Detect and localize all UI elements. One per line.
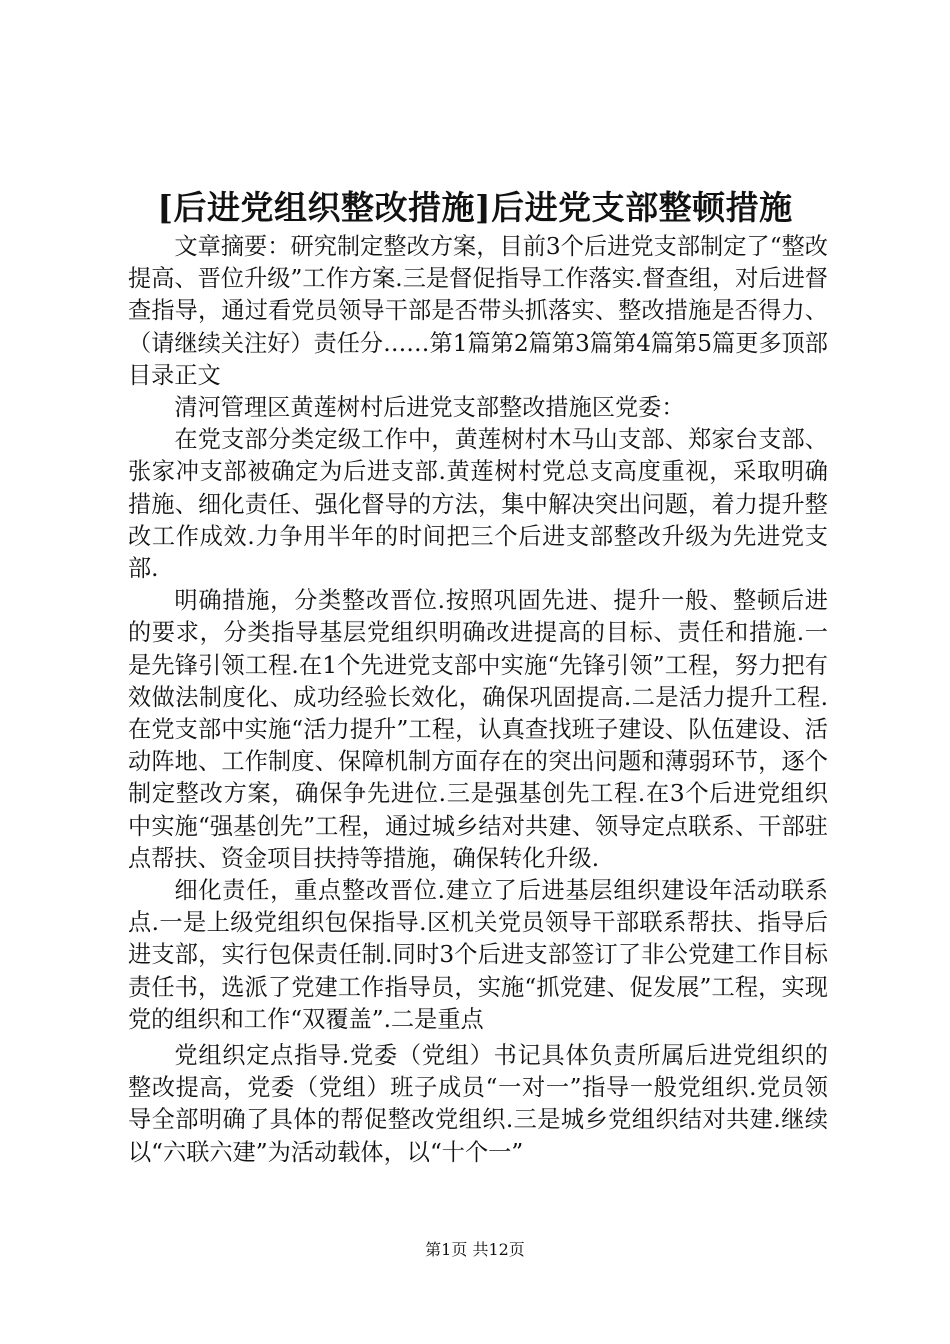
document-title: [后进党组织整改措施]后进党支部整顿措施 bbox=[157, 188, 793, 227]
paragraph-heading-line: 清河管理区黄莲树村后进党支部整改措施区党委： bbox=[174, 394, 685, 422]
page-footer: 第1页 共12页 bbox=[425, 1240, 525, 1259]
document-body bbox=[128, 231, 828, 1169]
paragraph-responsibility: 细化责任，重点整改晋位.建立了后进基层组织建设年活动联系点.一是上级党组织包保指导.区机关党员领导干部联系帮扶、指导后进支部，实行包保责任制.同时3个后进支部签订了非公党建工作目标责任书，选派了党建工作指导员，实施“抓党建、促发展”工程，实现党的组织和工作“双覆盖”.二是重点 bbox=[128, 877, 828, 1033]
paragraph-intro: 在党支部分类定级工作中，黄莲树村木马山支部、郑家台支部、张家冲支部被确定为后进支部.黄莲树村党总支高度重视，采取明确措施、细化责任、强化督导的方法，集中解决突出问题，着力提升整改工作成效.力争用半年的时间把三个后进支部整改升级为先进党支部. bbox=[128, 426, 828, 583]
paragraph-guidance: 党组织定点指导.党委（党组）书记具体负责所属后进党组织的整改提高，党委（党组）班子成员“一对一”指导一般党组织.党员领导全部明确了具体的帮促整改党组织.三是城乡党组织结对共建.继续以“六联六建”为活动载体，以“十个一” bbox=[128, 1042, 828, 1166]
paragraph-abstract: 文章摘要：研究制定整改方案，目前3个后进党支部制定了“整改提高、晋位升级”工作方案.三是督促指导工作落实.督查组，对后进督查指导，通过看党员领导干部是否带头抓落实、整改措施是否得力、（请继续关注好）责任分……第1篇第2篇第3篇第4篇第5篇更多顶部目录正文 bbox=[128, 233, 828, 389]
paragraph-measures: 明确措施，分类整改晋位.按照巩固先进、提升一般、整顿后进的要求，分类指导基层党组织明确改进提高的目标、责任和措施.一是先锋引领工程.在1个先进党支部中实施“先锋引领”工程，努力把有效做法制度化、成功经验长效化，确保巩固提高.二是活力提升工程.在党支部中实施“活力提升”工程，认真查找班子建设、队伍建设、活动阵地、工作制度、保障机制方面存在的突出问题和薄弱环节，逐个制定整改方案，确保争先进位.三是强基创先工程.在3个后进党组织中实施“强基创先”工程，通过城乡结对共建、领导定点联系、干部驻点帮扶、资金项目扶持等措施，确保转化升级. bbox=[128, 587, 828, 872]
